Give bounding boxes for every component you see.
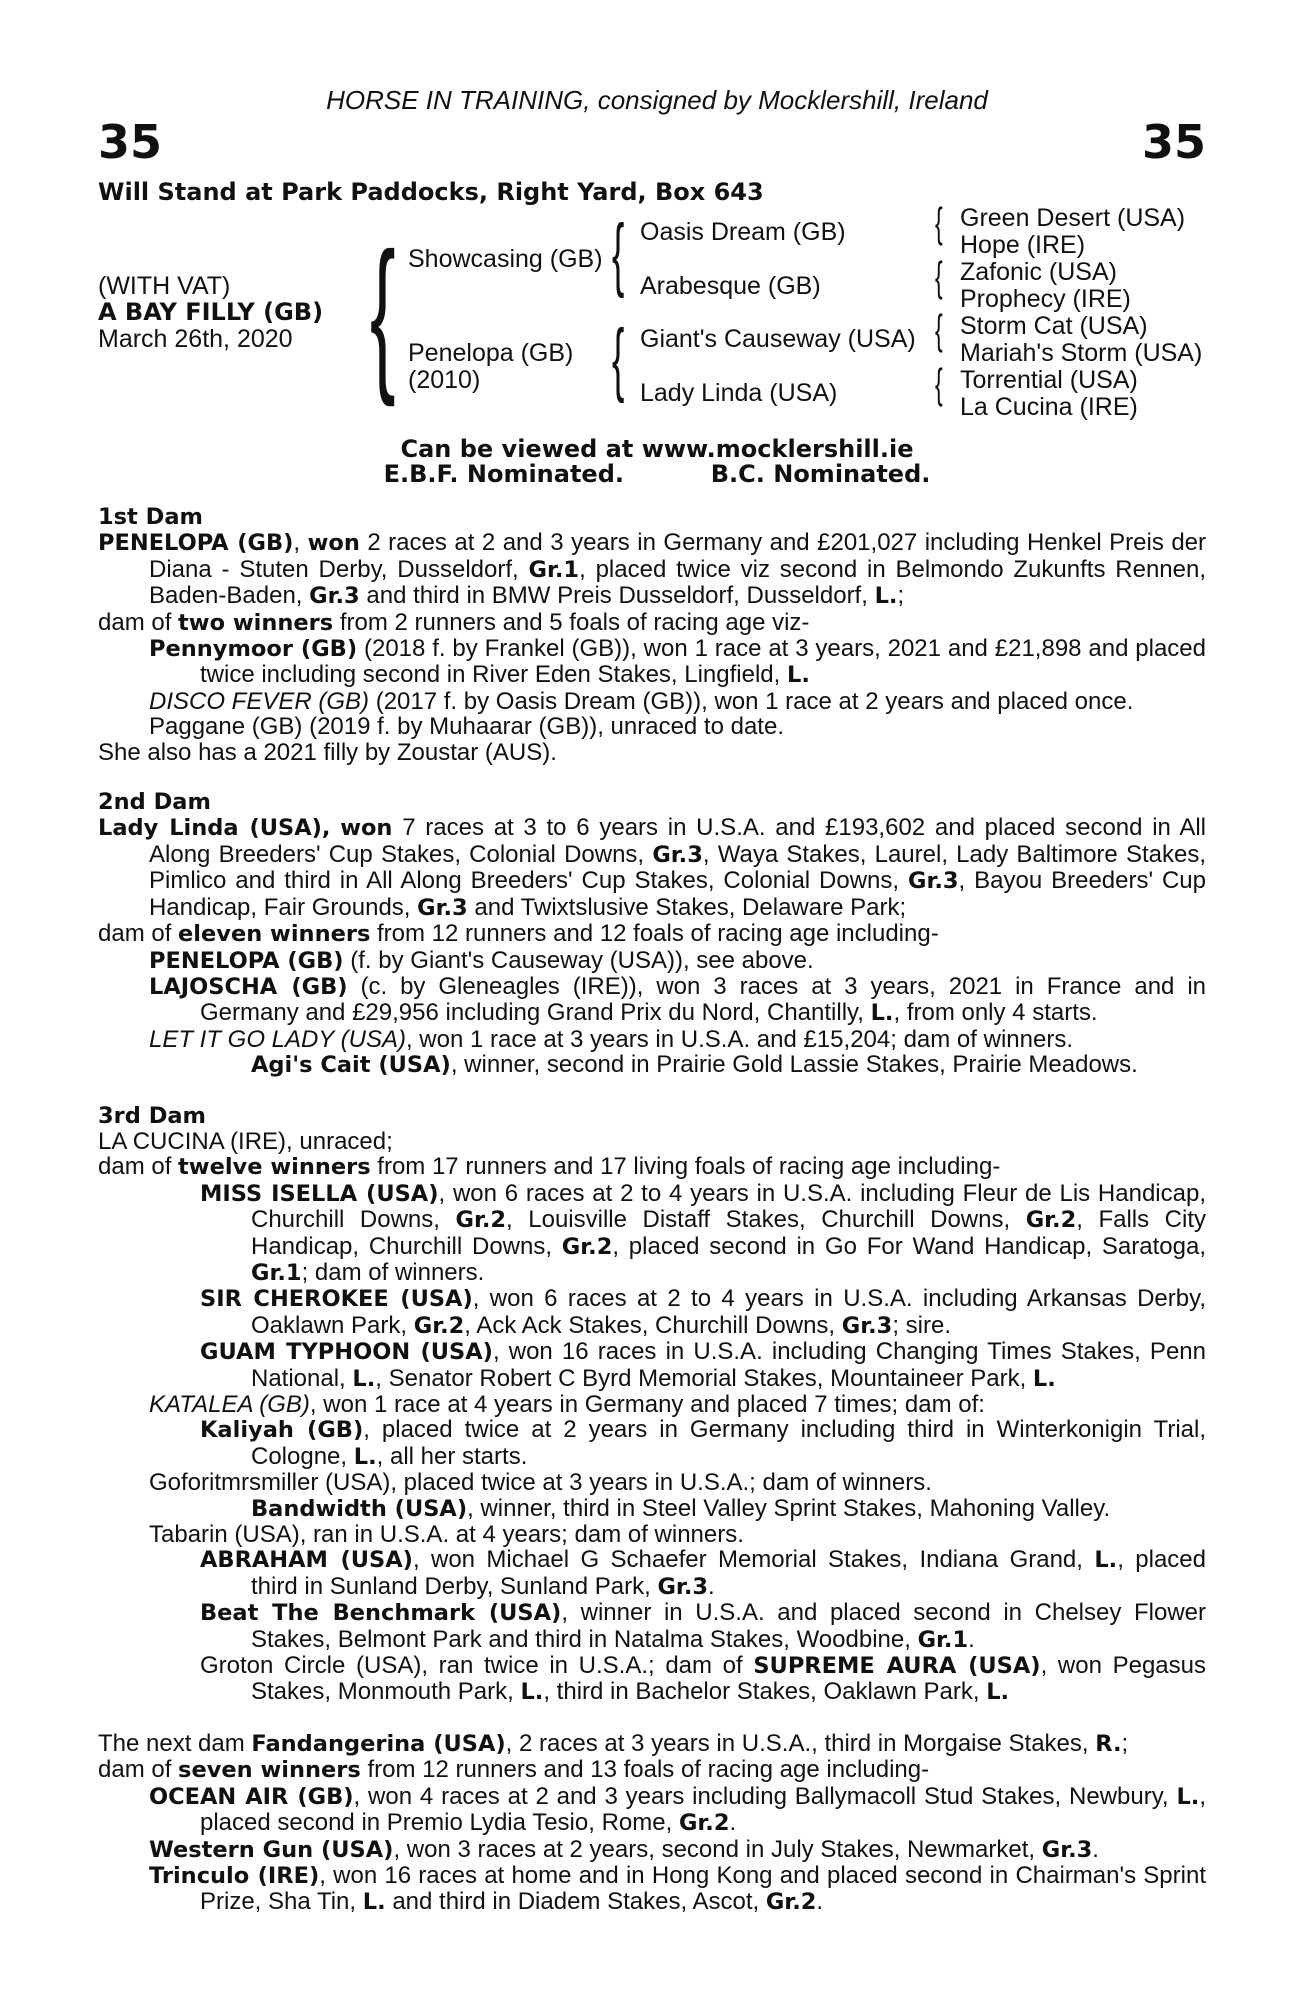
third-dam-offspring-goforitmrsmiller: Goforitmrsmiller (USA), placed twice at 3 years in U.S.A.; dam of winners. <box>149 1469 932 1497</box>
sire-dam: Arabesque (GB) <box>640 272 821 300</box>
third-dam-dam-of: dam of twelve winners from 17 runners and 17 living foals of racing age including- <box>98 1153 1001 1181</box>
dam-year: (2010) <box>408 366 481 394</box>
third-dam-offspring-katalea: KATALEA (GB), won 1 race at 4 years in Germany and placed 7 times; dam of: <box>149 1391 985 1418</box>
lot-number-left: 35 <box>98 115 163 169</box>
second-dam-entry: Lady Linda (USA), won 7 races at 3 to 6 years in U.S.A. and £193,602 and placed second in All Along Breeders' Cup Stakes, Colonial Downs, Gr.3, Waya Stakes, Laurel, Lady Baltimore Stakes, Pimlico and third in All Along Breeders' Cup Stakes, Colonial Downs, Gr.3, Bayou Breeders' Cup Handicap, Fair Grounds, Gr.3 and Twixtslusive Stakes, Delaware Park; <box>98 814 1207 921</box>
bracket-3c: { <box>935 306 943 353</box>
sire: Showcasing (GB) <box>408 245 603 273</box>
grandsire-7: Torrential (USA) <box>960 366 1138 394</box>
third-dam-entry: LA CUCINA (IRE), unraced; <box>98 1127 393 1155</box>
third-dam-grand-offspring-bandwidth: Bandwidth (USA), winner, third in Steel Valley Sprint Stakes, Mahoning Valley. <box>251 1494 1111 1522</box>
grandsire-2: Hope (IRE) <box>960 231 1086 259</box>
next-dam-offspring-ocean-air: OCEAN AIR (GB), won 4 races at 2 and 3 years including Ballymacoll Stud Stakes, Newbury, L., placed second in Premio Lydia Tesio, Rome, Gr.2. <box>149 1782 1207 1837</box>
third-dam-offspring-guam-typhoon: GUAM TYPHOON (USA), won 16 races in U.S.A. including Changing Times Stakes, Penn National, L., Senator Robert C Byrd Memorial Stakes, Mountaineer Park, L. <box>200 1338 1206 1392</box>
first-dam-heading: 1st Dam <box>98 504 203 530</box>
dam-dam: Lady Linda (USA) <box>640 379 838 407</box>
bracket-3d: { <box>935 360 943 407</box>
next-dam-offspring-western-gun: Western Gun (USA), won 3 races at 2 years, second in July Stakes, Newmarket, Gr.3. <box>149 1835 1099 1863</box>
grandsire-3: Zafonic (USA) <box>960 258 1117 286</box>
catalogue-body <box>98 505 1206 1916</box>
grandsire-8: La Cucina (IRE) <box>960 393 1138 421</box>
viewing-note: Can be viewed at www.mocklershill.ie <box>400 435 914 463</box>
stand-location: Will Stand at Park Paddocks, Right Yard, Box 643 <box>98 178 764 206</box>
grandsire-1: Green Desert (USA) <box>960 204 1186 232</box>
vat-label: (WITH VAT) <box>98 272 231 300</box>
ebf-nomination: E.B.F. Nominated. <box>383 460 625 488</box>
third-dam-offspring-sir-cherokee: SIR CHEROKEE (USA), won 6 races at 2 to 4 years in U.S.A. including Arkansas Derby, Oaklawn Park, Gr.2, Ack Ack Stakes, Churchill Downs, Gr.3; sire. <box>200 1285 1207 1339</box>
bracket-3b: { <box>935 253 943 300</box>
bc-nomination: B.C. Nominated. <box>710 460 931 488</box>
grandsire-5: Storm Cat (USA) <box>960 312 1148 340</box>
first-dam-offspring-1: Pennymoor (GB) (2018 f. by Frankel (GB)), won 1 race at 3 years, 2021 and £21,898 and placed twice including second in River Eden Stakes, Lingfield, L. <box>149 635 1206 689</box>
third-dam-grand-offspring-kaliyah: Kaliyah (GB), placed twice at 2 years in Germany including third in Winterkonigin Trial, Cologne, L., all her starts. <box>200 1416 1207 1470</box>
third-dam-grand-offspring-abraham: ABRAHAM (USA), won Michael G Schaefer Memorial Stakes, Indiana Grand, L., placed third in Sunland Derby, Sunland Park, Gr.3. <box>200 1546 1207 1600</box>
bracket-1: { <box>370 218 396 408</box>
lot-number-right: 35 <box>1141 115 1206 169</box>
next-dam-entry: The next dam Fandangerina (USA), 2 races at 3 years in U.S.A., third in Morgaise Stakes, R.; <box>98 1729 1129 1757</box>
foaling-date: March 26th, 2020 <box>98 325 293 353</box>
first-dam-dam-of: dam of two winners from 2 runners and 5 foals of racing age viz- <box>98 608 810 636</box>
first-dam-also: She also has a 2021 filly by Zoustar (AUS). <box>98 738 557 766</box>
dam: Penelopa (GB) <box>408 339 574 367</box>
nominations <box>0 460 1314 488</box>
third-dam-heading: 3rd Dam <box>98 1102 206 1129</box>
bracket-2a: { <box>612 208 625 299</box>
bracket-2b: { <box>612 313 625 404</box>
first-dam-offspring-3: Paggane (GB) (2019 f. by Muhaarar (GB)), unraced to date. <box>149 713 784 741</box>
grandsire-6: Mariah's Storm (USA) <box>960 339 1203 367</box>
grandsire-4: Prophecy (IRE) <box>960 285 1131 313</box>
page-header: HORSE IN TRAINING, consigned by Mocklershill, Ireland <box>326 85 988 115</box>
third-dam-grand-offspring-beat-the-benchmark: Beat The Benchmark (USA), winner in U.S.A. and placed second in Chelsey Flower Stakes, Belmont Park and third in Natalma Stakes, Woodbine, Gr.1. <box>200 1599 1206 1653</box>
sire-sire: Oasis Dream (GB) <box>640 218 846 246</box>
third-dam-offspring-tabarin: Tabarin (USA), ran in U.S.A. at 4 years; dam of winners. <box>149 1521 744 1549</box>
bracket-3a: { <box>935 199 943 246</box>
second-dam-offspring-3: LET IT GO LADY (USA), won 1 race at 3 years in U.S.A. and £15,204; dam of winners. <box>149 1025 1073 1053</box>
third-dam-offspring-miss-isella: MISS ISELLA (USA), won 6 races at 2 to 4 years in U.S.A. including Fleur de Lis Handicap, Churchill Downs, Gr.2, Louisville Distaff Stakes, Churchill Downs, Gr.2, Falls City Handicap, Churchill Downs, Gr.2, placed second in Go For Wand Handicap, Saratoga, Gr.1; dam of winners. <box>200 1179 1206 1286</box>
second-dam-grand-offspring: Agi's Cait (USA), winner, second in Prairie Gold Lassie Stakes, Prairie Meadows. <box>251 1051 1138 1079</box>
third-dam-grand-offspring-groton-circle: Groton Circle (USA), ran twice in U.S.A.; dam of SUPREME AURA (USA), won Pegasus Stakes, Monmouth Park, L., third in Bachelor Stakes, Oaklawn Park, L. <box>200 1652 1206 1706</box>
first-dam-entry: PENELOPA (GB), won 2 races at 2 and 3 years in Germany and £201,027 including Henkel Preis der Diana - Stuten Derby, Dusseldorf, Gr.1, placed twice viz second in Belmondo Zukunfts Rennen, Baden-Baden, Gr.3 and third in BMW Preis Dusseldorf, Dusseldorf, L.; <box>98 529 1207 610</box>
horse-name: A BAY FILLY (GB) <box>98 298 324 326</box>
next-dam-offspring-trinculo: Trinculo (IRE), won 16 races at home and in Hong Kong and placed second in Chairman's Sprint Prize, Sha Tin, L. and third in Diadem Stakes, Ascot, Gr.2. <box>149 1861 1206 1916</box>
second-dam-offspring-2: LAJOSCHA (GB) (c. by Gleneagles (IRE)), won 3 races at 3 years, 2021 in France and in Germany and £29,956 including Grand Prix du Nord, Chantilly, L., from only 4 starts. <box>149 972 1207 1027</box>
first-dam-offspring-2: DISCO FEVER (GB) (2017 f. by Oasis Dream (GB)), won 1 race at 2 years and placed once. <box>149 687 1134 715</box>
next-dam-dam-of: dam of seven winners from 12 runners and 13 foals of racing age including- <box>98 1756 930 1784</box>
second-dam-dam-of: dam of eleven winners from 12 runners and 12 foals of racing age including- <box>98 920 939 948</box>
dam-sire: Giant's Causeway (USA) <box>640 325 916 353</box>
second-dam-offspring-1: PENELOPA (GB) (f. by Giant's Causeway (USA)), see above. <box>149 946 814 974</box>
second-dam-heading: 2nd Dam <box>98 789 211 816</box>
